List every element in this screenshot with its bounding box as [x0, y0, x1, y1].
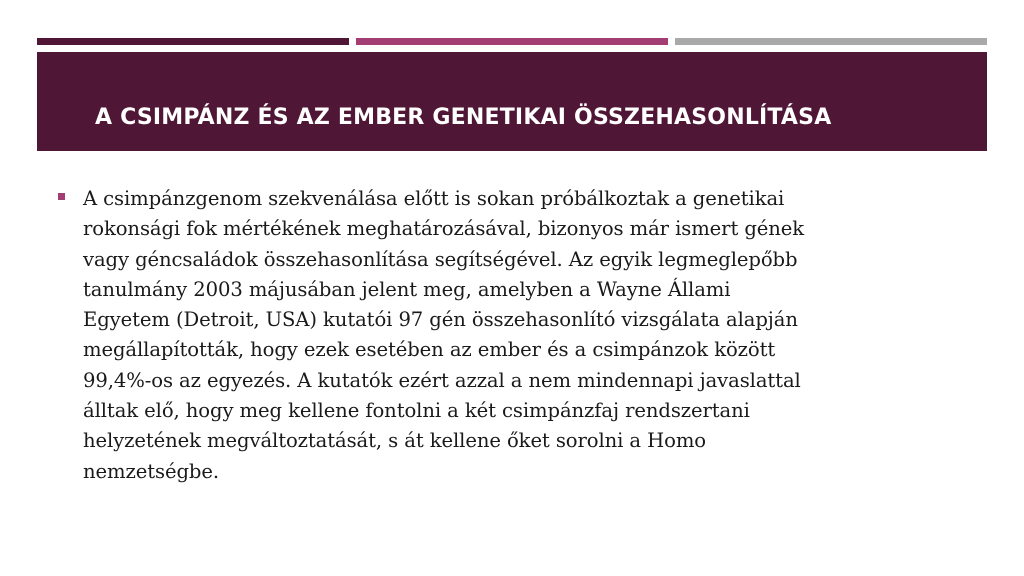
slide-title: A CSIMPÁNZ ÉS AZ EMBER GENETIKAI ÖSSZEHASONLÍTÁSA — [95, 105, 832, 130]
bullet-item — [58, 184, 970, 487]
accent-bar-magenta — [356, 38, 668, 45]
title-band — [37, 52, 987, 151]
bullet-line: 99,4%-os az egyezés. A kutatók ezért azzal a nem mindennapi javaslattal — [83, 368, 801, 392]
bullet-line: A csimpánzgenom szekvenálása előtt is sokan próbálkoztak a genetikai — [83, 187, 785, 210]
bullet-line: rokonsági fok mértékének meghatározásával, bizonyos már ismert gének — [83, 217, 805, 241]
slide-content — [58, 184, 970, 487]
accent-bar-gray — [675, 38, 987, 45]
bullet-line: megállapították, hogy ezek esetében az ember és a csimpánzok között — [83, 338, 776, 362]
bullet-line: vagy géncsaládok összehasonlítása segítségével. Az egyik legmeglepőbb — [83, 247, 798, 271]
square-bullet-icon — [58, 193, 65, 200]
bullet-line: helyzetének megváltoztatását, s át kellene őket sorolni a Homo — [83, 429, 707, 453]
accent-bar-dark — [37, 38, 349, 45]
bullet-line: Egyetem (Detroit, USA) kutatói 97 gén összehasonlító vizsgálata alapján — [83, 308, 798, 332]
bullet-line: tanulmány 2003 májusában jelent meg, amelyben a Wayne Állami — [83, 277, 731, 301]
bullet-text — [83, 184, 804, 487]
bullet-line: nemzetségbe. — [83, 459, 219, 483]
bullet-line: álltak elő, hogy meg kellene fontolni a két csimpánzfaj rendszertani — [83, 399, 750, 423]
